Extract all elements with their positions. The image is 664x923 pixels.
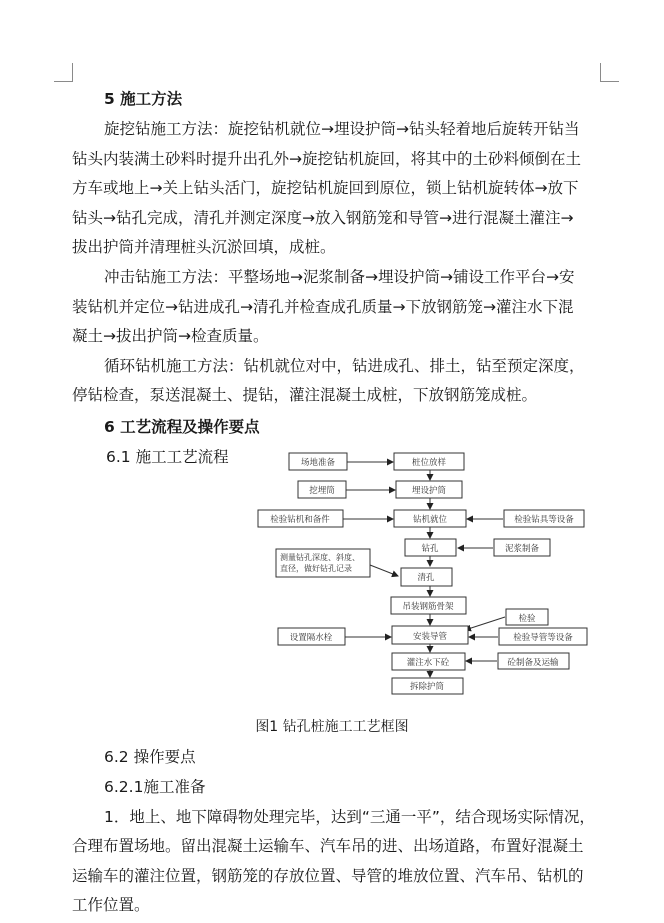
paragraph-line: 方车或地上→关上钻头活门，旋挖钻机旋回到原位，锁上钻机旋转体→放下 [72, 179, 579, 197]
flow-label: 检验钻机和备件 [270, 515, 330, 525]
flow-label: 挖埋筒 [309, 486, 335, 496]
flow-label: 泥浆制备 [504, 544, 540, 554]
paragraph-line: 凝土→拔出护筒→检查质量。 [72, 327, 269, 345]
flow-label: 测量钻孔深度、斜度、直径，做好钻孔记录 [280, 553, 360, 573]
paragraph-line: 拔出护筒并清理桩头沉淤回填，成桩。 [72, 238, 336, 256]
flow-label: 钻孔 [421, 544, 439, 554]
flow-label: 桩位放样 [411, 458, 447, 468]
figure-caption: 图1 钻孔桩施工工艺框图 [255, 719, 409, 735]
flow-label: 检验 [518, 614, 536, 624]
flow-label: 灌注水下砼 [406, 658, 450, 668]
section-5-heading: 5 施工方法 [104, 90, 183, 108]
flow-label: 埋设护筒 [411, 486, 447, 496]
flow-label: 检验钻具等设备 [514, 515, 574, 525]
flow-label: 砼制备及运输 [507, 658, 559, 668]
flow-label: 清孔 [417, 573, 435, 583]
subsection-6-2-heading: 6.2 操作要点 [104, 748, 196, 766]
flow-label: 检验导管等设备 [513, 633, 573, 643]
paragraph-line: 钻头内装满土砂料时提升出孔外→旋挖钻机旋回，将其中的土砂料倾倒在土 [72, 150, 581, 168]
flow-label: 吊装钢筋骨架 [402, 602, 454, 612]
subsection-6-1-heading: 6.1 施工工艺流程 [106, 448, 229, 466]
flow-label: 安装导管 [412, 632, 448, 642]
flow-label: 拆除护筒 [409, 682, 445, 692]
paragraph-line: 装钻机并定位→钻进成孔→清孔并检查成孔质量→下放钢筋笼→灌注水下混 [72, 298, 574, 316]
flow-label: 设置隔水栓 [289, 633, 333, 643]
paragraph-line: 工作位置。 [72, 896, 150, 914]
paragraph-line: 停钻检查，泵送混凝土、提钻，灌注混凝土成桩，下放钢筋笼成桩。 [72, 386, 538, 404]
paragraph-line: 旋挖钻施工方法：旋挖钻机就位→埋设护筒→钻头轻着地后旋转开钻当 [104, 120, 580, 138]
paragraph-line: 钻头→钻孔完成，清孔并测定深度→放入钢筋笼和导管→进行混凝土灌注→ [72, 209, 574, 227]
paragraph-line: 运输车的灌注位置，钢筋笼的存放位置、导管的堆放位置、汽车吊、钻机的 [72, 867, 584, 885]
paragraph-line: 1．地上、地下障碍物处理完毕，达到“三通一平”，结合现场实际情况， [104, 808, 595, 826]
paragraph-line: 合理布置场地。留出混凝土运输车、汽车吊的进、出场道路，布置好混凝土 [72, 837, 584, 855]
subsection-6-2-1-heading: 6.2.1施工准备 [104, 778, 206, 796]
paragraph-line: 冲击钻施工方法：平整场地→泥浆制备→埋设护筒→铺设工作平台→安 [104, 268, 575, 286]
flow-label: 钻机就位 [412, 515, 448, 525]
section-6-heading: 6 工艺流程及操作要点 [104, 418, 260, 436]
flow-label: 场地准备 [300, 458, 336, 468]
paragraph-line: 循环钻机施工方法：钻机就位对中，钻进成孔、排土，钻至预定深度， [104, 357, 585, 375]
